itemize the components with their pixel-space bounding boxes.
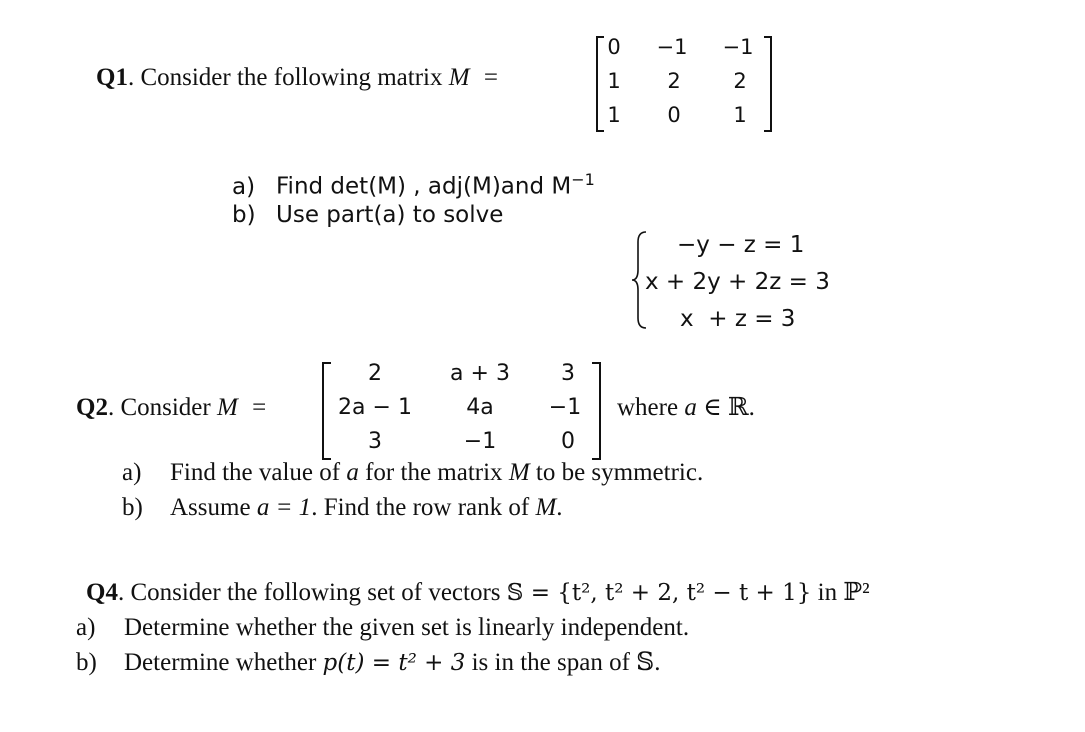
q4-stem: . Consider the following set of vectors [117,579,507,606]
q4-part-b-text-2: is in the span of 𝕊. [465,649,661,676]
q1-m-cell: −1 [722,35,754,59]
q2-m-cell: 3 [561,361,575,386]
q1-system-eq3: x + z = 3 [680,306,796,332]
q2-matrix-name: M [216,394,238,421]
q4-part-a [76,613,689,643]
q2-part-b-math: a = 1 [256,494,312,521]
q4-set-math: 𝕊 = {t², t² + 2, t² − t + 1} [506,580,812,606]
q2-part-a-text-2: for the matrix [358,459,509,486]
q2-stem-line [76,393,266,423]
q4-part-b-math: p(t) = t² + 3 [322,650,466,676]
q2-m-cell: 4a [466,395,494,420]
q1-part-b-text: Use part(a) to solve [276,202,504,228]
q2-part-a [122,458,703,488]
q4-stem-line [86,578,870,608]
q2-equals: = [252,394,267,421]
q1-m-cell: 1 [607,103,621,127]
q1-equals: = [483,64,498,91]
q2-m-cell: −1 [548,395,582,420]
q4-part-b-text-1: Determine whether [124,649,323,676]
q1-m-cell: 2 [733,69,747,93]
q2-part-b-var: M [535,494,557,521]
q4-part-a-text: Determine whether the given set is linearly independent. [124,614,690,641]
q1-part-a-sup: −1 [571,170,595,189]
q1-number: Q1 [96,64,128,91]
q1-part-b [232,200,503,230]
q2-part-a-var: a [346,459,359,486]
q1-m-cell: 0 [607,35,621,59]
q1-system-eq2: x + 2y + 2z = 3 [645,269,830,295]
q2-m-cell: 3 [368,429,382,454]
q2-part-a-var2: M [508,459,530,486]
q2-part-a-text-1: Find the value of [170,459,347,486]
q1-m-cell: 0 [667,103,681,127]
q2-part-b-label: b) [122,494,143,521]
q2-m-cell: 0 [561,429,575,454]
q2-where-text: where [617,394,685,421]
q2-where-var: a [684,394,697,421]
q2-stem: . Consider [107,394,217,421]
q1-part-a-text: Find det(M) , adj(M)and M [276,173,572,200]
q1-m-cell: 2 [667,69,681,93]
q4-part-b-label: b) [76,649,97,676]
q1-system-eq1: −y − z = 1 [677,232,805,258]
q2-part-a-text-3: to be symmetric. [529,459,704,486]
q2-m-cell: 2a − 1 [338,395,412,420]
q2-part-b-text-2: . Find the row rank of [311,494,536,521]
q1-part-a [232,165,595,202]
q1-stem: . Consider the following matrix [127,64,449,91]
q1-matrix-right-bracket [764,36,772,132]
q1-m-cell: 1 [733,103,747,127]
q1-part-a-label: a) [232,173,256,200]
q2-matrix-right-bracket [592,362,601,460]
q1-stem-line [96,63,498,93]
q4-part-b [76,648,660,678]
q2-where-rest: ∈ ℝ. [696,394,755,421]
q2-part-b-text-1: Assume [170,494,257,521]
q4-stem-end: in ℙ² [811,579,870,606]
q1-m-cell: −1 [656,35,688,59]
q2-part-a-label: a) [122,459,142,486]
q1-part-b-label: b) [232,202,256,228]
q4-part-a-label: a) [76,614,96,641]
q4-number: Q4 [86,579,118,606]
q1-matrix-name: M [448,64,470,91]
q2-m-cell: a + 3 [450,361,510,386]
q2-m-cell: −1 [463,429,497,454]
q2-where [617,393,755,423]
q2-part-b [122,493,563,523]
q2-part-b-text-3: . [556,494,563,521]
q2-m-cell: 2 [368,361,382,386]
q1-m-cell: 1 [607,69,621,93]
q2-number: Q2 [76,394,108,421]
